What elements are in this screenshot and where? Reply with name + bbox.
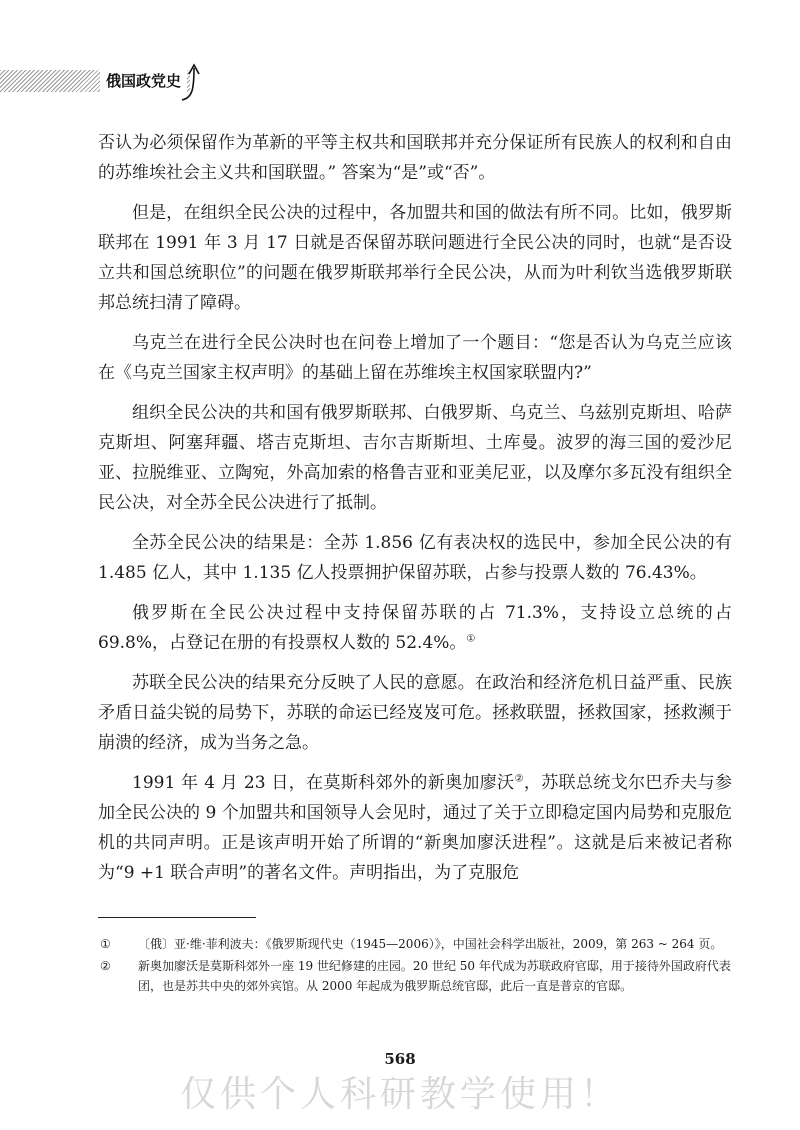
paragraph <box>98 768 732 888</box>
page-number: 568 <box>384 1050 416 1068</box>
running-header-title: 俄国政党史 <box>100 70 187 92</box>
watermark: 仅供个人科研教学使用！ <box>179 1074 620 1115</box>
paragraph-text: 1991 年 4 月 23 日，在莫斯科郊外的新奥加廖沃 <box>132 773 515 793</box>
footnote-mark: ① <box>100 937 111 951</box>
footnote-text: 〔俄〕亚·维·菲利波夫：《俄罗斯现代史（1945—2006）》，中国社会科学出版社，2009，第 263 ~ 264 页。 <box>138 937 723 951</box>
footnotes <box>98 934 738 998</box>
footnote <box>98 956 738 996</box>
paragraph: 乌克兰在进行全民公决时也在问卷上增加了一个题目：“您是否认为乌克兰应该在《乌克兰国家主权声明》的基础上留在苏维埃主权国家联盟内?” <box>98 333 732 383</box>
paragraph: 但是，在组织全民公决的过程中，各加盟共和国的做法有所不同。比如，俄罗斯联邦在 1991 年 3 月 17 日就是否保留苏联问题进行全民公决的同时，也就“是否设立共和国总统职位”的问题在俄罗斯联邦举行全民公决，从而为叶利钦当选俄罗斯联邦总统扫清了障碍。 <box>98 203 732 313</box>
footnote-mark: ② <box>100 959 111 973</box>
header-arrow-icon <box>178 62 202 102</box>
paragraph-text: ，苏联总统戈尔巴乔夫与参加全民公决的 9 个加盟共和国领导人会见时，通过了关于立即稳定国内局势和克服危机的共同声明。正是该声明开始了所谓的“新奥加廖沃进程”。这就是后来被记者称为“9 +1 联合声明”的著名文件。声明指出，为了克服危 <box>98 773 733 883</box>
paragraph: 组织全民公决的共和国有俄罗斯联邦、白俄罗斯、乌克兰、乌兹别克斯坦、哈萨克斯坦、阿塞拜疆、塔吉克斯坦、吉尔吉斯斯坦、土库曼。波罗的海三国的爱沙尼亚、拉脱维亚、立陶宛，外高加索的格鲁吉亚和亚美尼亚，以及摩尔多瓦没有组织全民公决，对全苏全民公决进行了抵制。 <box>98 403 732 513</box>
footnote-ref[interactable]: ① <box>466 633 476 645</box>
paragraph: 否认为必须保留作为革新的平等主权共和国联邦并充分保证所有民族人的权利和自由的苏维埃社会主义共和国联盟。” 答案为“是”或“否”。 <box>98 133 732 183</box>
footnote-text: 新奥加廖沃是莫斯科郊外一座 19 世纪修建的庄园。20 世纪 50 年代成为苏联政府官邸，用于接待外国政府代表团，也是苏共中央的郊外宾馆。从 2000 年起成为俄罗斯总统官邸，此后一直是普京的官邸。 <box>138 959 731 993</box>
paragraph: 全苏全民公决的结果是：全苏 1.856 亿有表决权的选民中，参加全民公决的有 1.485 亿人，其中 1.135 亿人投票拥护保留苏联，占参与投票人数的 76.43%。 <box>98 533 732 583</box>
footnote <box>98 934 738 954</box>
body-text <box>98 128 732 898</box>
paragraph <box>98 598 732 658</box>
paragraph-text: 俄罗斯在全民公决过程中支持保留苏联的占 71.3%，支持设立总统的占 69.8%，占登记在册的有投票权人数的 52.4%。 <box>98 603 732 653</box>
footnote-ref[interactable]: ② <box>514 773 524 785</box>
paragraph: 苏联全民公决的结果充分反映了人民的意愿。在政治和经济危机日益严重、民族矛盾日益尖锐的局势下，苏联的命运已经岌岌可危。拯救联盟，拯救国家，拯救濒于崩溃的经济，成为当务之急。 <box>98 673 732 753</box>
footnote-divider <box>98 917 256 918</box>
